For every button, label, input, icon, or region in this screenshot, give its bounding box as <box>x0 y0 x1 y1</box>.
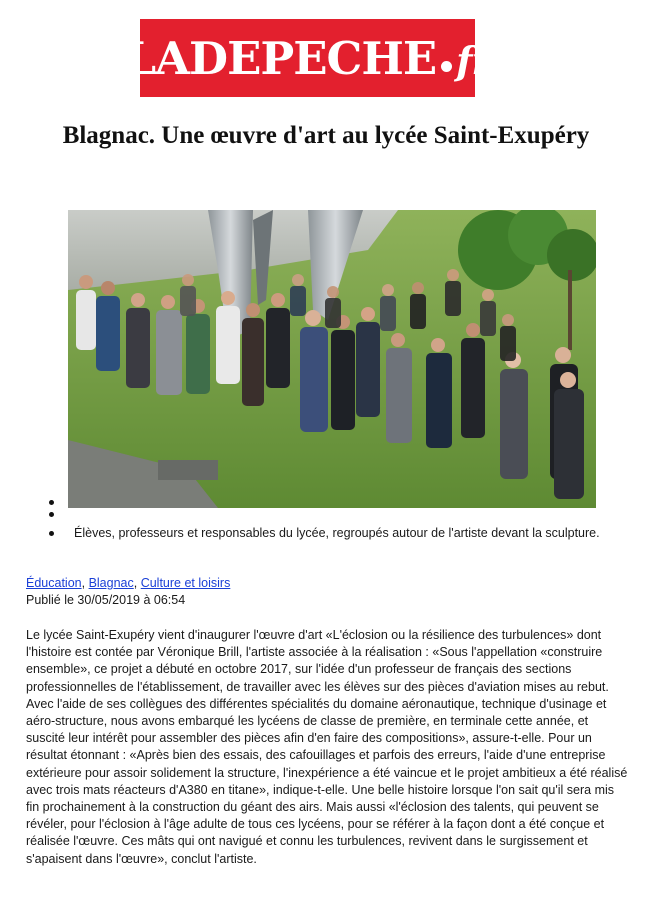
article-body: Le lycée Saint-Exupéry vient d'inaugurer l'œuvre d'art «L'éclosion ou la résilience des turbulences» dont l'histoire est contée par Véronique Brill, l'artiste associée à la réalisation : «Sous l'appellation «construire ensemble», ce projet a débuté en octobre 2017, sur l'idée d'un professeur de français des sections professionnelles de l'établissement, de travailler avec les élèves sur des pièces d'aviation mises au rebut. Avec l'aide de ses collègues des différentes spécialités du domaine aéronautique, technique d'usinage et aéro-structure, nous avons embarqué les lycéens de classe de première, en terminale cette année, et suscité leur intérêt pour assembler des pièces afin d'en faire des compositions», assure-t-elle. Pour un résultat étonnant : «Après bien des essais, des cafouillages et parfois des erreurs, l'aide d'une entreprise extérieure pour assoir solidement la structure, l'inexpérience a été vaincue et le projet ambitieux a été réalisé avec trois mats réacteurs d'A380 en titane», indique-t-elle. Une belle histoire lorsque l'on sait qu'il sera mis fin prochainement à la construction du géant des airs. Mais aussi «l'éclosion des talents, qui peuvent se révéler, pour l'éclosion à l'âge adulte de tous ces lycéens, pour se référer à la façon dont a été conçue et réalisée l'œuvre. Ces mâts qui ont navigué et connu les turbulences, revivent dans le surgissement et s'apaisent dans l'œuvre», conclut l'artiste. <box>26 628 628 866</box>
logo-suffix: fr <box>456 37 491 83</box>
article-meta <box>26 575 230 609</box>
logo-brand: LADEPECHE <box>124 31 437 85</box>
publish-date: Publié le 30/05/2019 à 06:54 <box>26 593 186 607</box>
ladepeche-logo[interactable] <box>124 19 491 97</box>
list-item <box>40 508 600 520</box>
caption-list <box>40 496 600 542</box>
tag-culture-link[interactable]: Culture et loisirs <box>140 576 231 590</box>
masthead <box>0 19 652 97</box>
article-photo <box>68 210 596 508</box>
tag-blagnac-link[interactable]: Blagnac <box>88 576 134 590</box>
article-title: Blagnac. Une œuvre d'art au lycée Saint-Exupéry <box>62 122 590 149</box>
logo-dot-icon <box>441 61 452 72</box>
list-item <box>40 496 600 508</box>
tag-list: Éducation, Blagnac, Culture et loisirs <box>26 576 231 590</box>
photo-caption: Élèves, professeurs et responsables du lycée, regroupés autour de l'artiste devant la sculpture. <box>40 524 600 542</box>
tag-education-link[interactable]: Éducation <box>26 576 82 590</box>
